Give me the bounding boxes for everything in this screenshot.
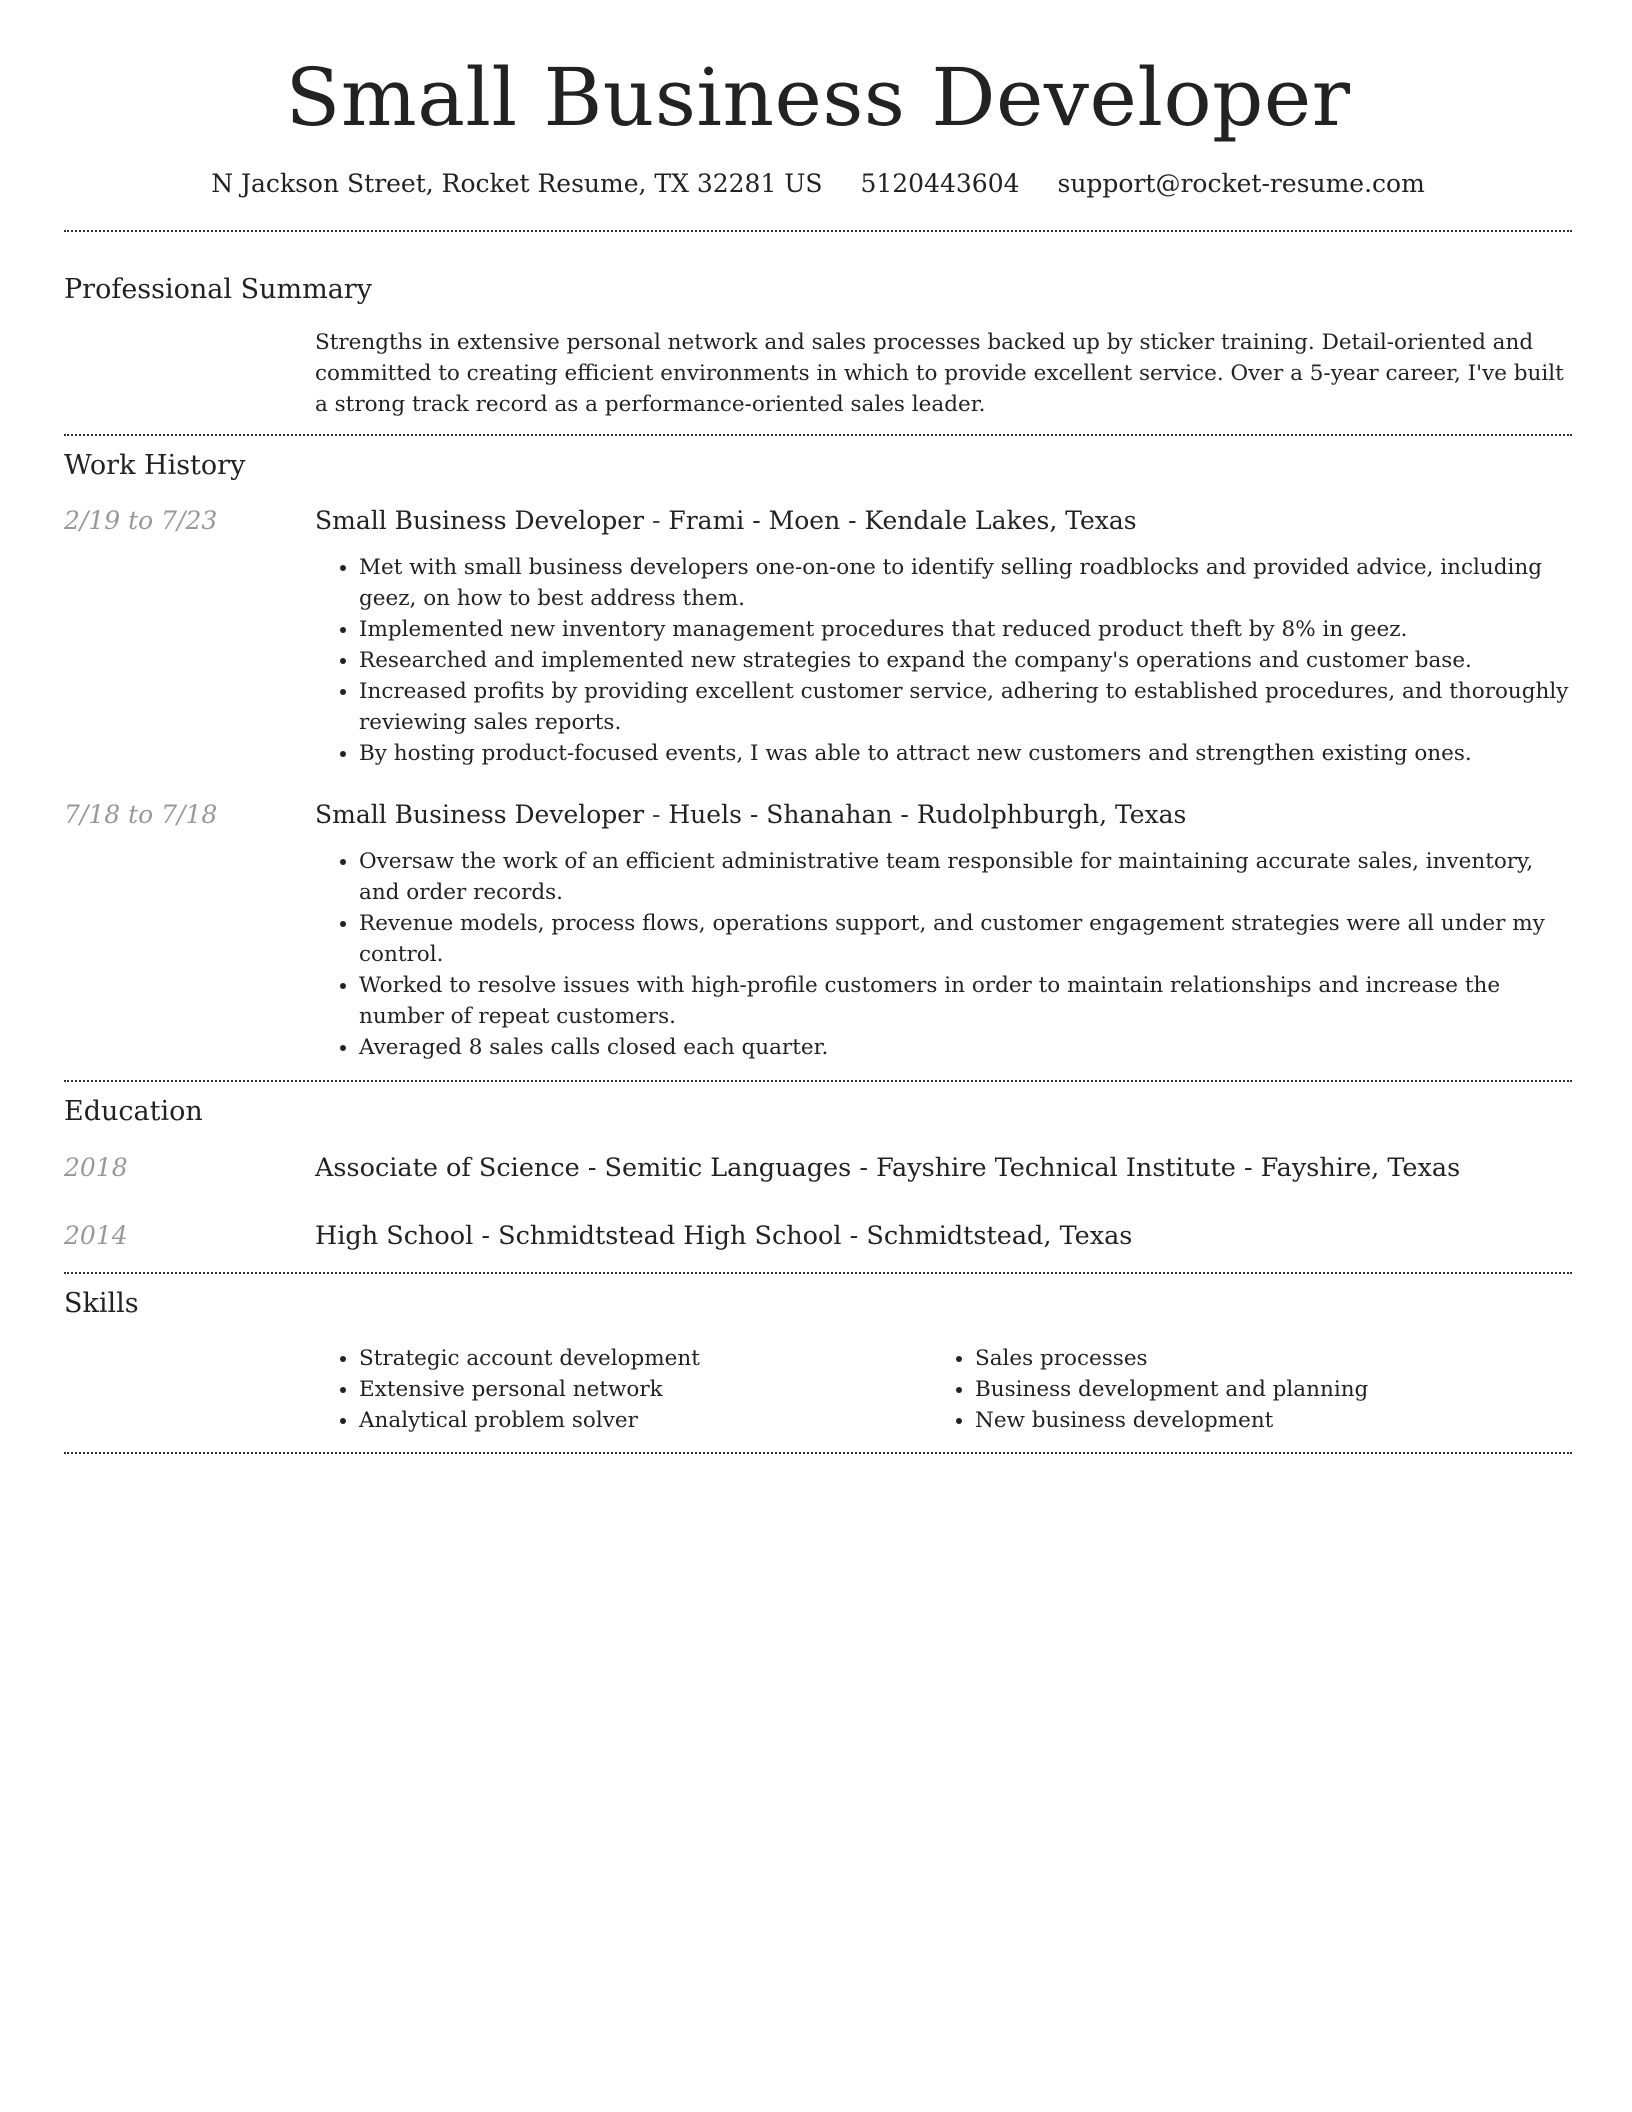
education-section <box>64 1094 1572 1253</box>
summary-section <box>64 272 1572 420</box>
divider <box>64 1080 1572 1082</box>
education-text: High School - Schmidtstead High School - Schmidtstead, Texas <box>315 1220 1133 1251</box>
skills-list-right <box>931 1343 1547 1436</box>
section-title: Work History <box>64 449 246 481</box>
job-body <box>315 798 1572 1063</box>
summary-text: Strengths in extensive personal network and sales processes backed up by sticker training. Detail-oriented and committed to creating efficient environments in which to provide excellent service. Over a 5-year career, I've built a strong track record as a performance-oriented sales leader. <box>315 329 1564 417</box>
resume-page <box>64 0 1572 1454</box>
divider <box>64 1272 1572 1274</box>
job-entry <box>64 504 1572 769</box>
skill-item: • Business development and planning <box>975 1374 1547 1405</box>
education-text: Associate of Science - Semitic Languages - Fayshire Technical Institute - Fayshire, Texas <box>315 1152 1461 1183</box>
skill-item: • Extensive personal network <box>359 1374 931 1405</box>
section-title: Professional Summary <box>64 273 372 305</box>
education-year: 2014 <box>64 1220 128 1250</box>
phone: 5120443604 <box>860 169 1020 198</box>
job-company: Huels - Shanahan - Rudolphburgh, Texas <box>668 799 1187 829</box>
skill-item: • Strategic account development <box>359 1343 931 1374</box>
address: N Jackson Street, Rocket Resume, TX 32281 US <box>211 169 823 198</box>
education-degree: Associate of Science - Semitic Languages <box>315 1152 852 1183</box>
job-role: Small Business Developer <box>315 799 645 829</box>
skill-item: • Sales processes <box>975 1343 1547 1374</box>
job-dates: 7/18 to 7/18 <box>64 799 218 829</box>
job-company: Frami - Moen - Kendale Lakes, Texas <box>668 505 1137 535</box>
education-degree: High School <box>315 1220 474 1251</box>
resume-header <box>64 0 1572 201</box>
job-role: Small Business Developer <box>315 505 645 535</box>
skills-list-left <box>315 1343 931 1436</box>
skill-item: • New business development <box>975 1405 1547 1436</box>
list-item: • Averaged 8 sales calls closed each quarter. <box>359 1032 1572 1063</box>
education-school: Schmidtstead High School - Schmidtstead, Texas <box>498 1220 1133 1251</box>
skills-section <box>64 1286 1572 1436</box>
list-item: • Implemented new inventory management procedures that reduced product theft by 8% in geez. <box>359 614 1572 645</box>
job-dates: 2/19 to 7/23 <box>64 505 218 535</box>
education-year: 2018 <box>64 1152 128 1182</box>
divider <box>64 1452 1572 1454</box>
education-school: Fayshire Technical Institute - Fayshire, Texas <box>876 1152 1461 1183</box>
list-item: • Worked to resolve issues with high-profile customers in order to maintain relationships and increase the number of repeat customers. <box>359 970 1572 1032</box>
list-item: • By hosting product-focused events, I was able to attract new customers and strengthen existing ones. <box>359 738 1572 769</box>
list-item: • Met with small business developers one-on-one to identify selling roadblocks and provided advice, including geez, on how to best address them. <box>359 552 1572 614</box>
education-entry <box>64 1151 1572 1185</box>
work-section <box>64 448 1572 1063</box>
education-entry <box>64 1219 1572 1253</box>
list-item: • Researched and implemented new strategies to expand the company's operations and customer base. <box>359 645 1572 676</box>
job-title: Small Business Developer - Frami - Moen - Kendale Lakes, Texas <box>315 505 1137 535</box>
section-title: Skills <box>64 1287 139 1319</box>
divider <box>64 230 1572 232</box>
job-bullets <box>315 552 1572 769</box>
email: support@rocket-resume.com <box>1057 169 1425 198</box>
list-item: • Increased profits by providing excellent customer service, adhering to established procedures, and thoroughly reviewing sales reports. <box>359 676 1572 738</box>
list-item: • Revenue models, process flows, operations support, and customer engagement strategies were all under my control. <box>359 908 1572 970</box>
divider <box>64 434 1572 436</box>
section-title: Education <box>64 1095 203 1127</box>
job-title: Small Business Developer - Huels - Shanahan - Rudolphburgh, Texas <box>315 799 1187 829</box>
skill-item: • Analytical problem solver <box>359 1405 931 1436</box>
skills-columns <box>315 1343 1572 1436</box>
job-entry <box>64 798 1572 1063</box>
candidate-name: Small Business Developer <box>285 51 1351 144</box>
list-item: • Oversaw the work of an efficient administrative team responsible for maintaining accurate sales, inventory, and order records. <box>359 846 1572 908</box>
job-body <box>315 504 1572 769</box>
job-bullets <box>315 846 1572 1063</box>
contact-line <box>64 168 1572 201</box>
